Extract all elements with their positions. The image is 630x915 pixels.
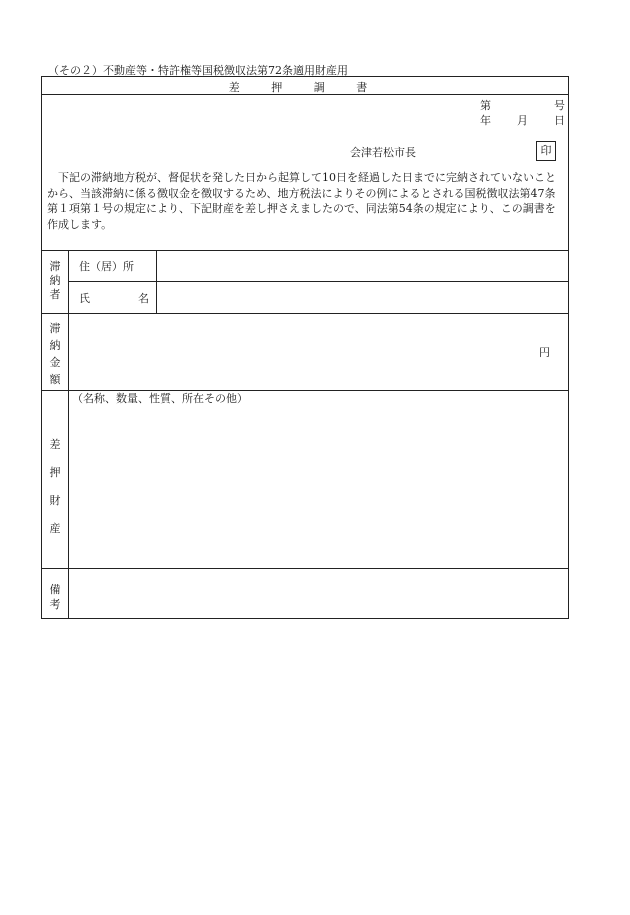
property-label: 差 押 財 産 xyxy=(49,438,61,535)
seizure-record-form xyxy=(41,76,569,619)
form-caption: （その２）不動産等・特許権等国税徴収法第72条適用財産用 xyxy=(48,64,348,77)
property-note: （名称、数量、性質、所在その他） xyxy=(72,392,248,405)
address-label: 住（居）所 xyxy=(79,260,134,273)
name-label-first: 氏 xyxy=(79,292,90,305)
date-day: 日 xyxy=(554,114,565,127)
issuer-name: 会津若松市長 xyxy=(350,146,416,159)
remarks-label: 備 考 xyxy=(49,583,61,611)
remarks-field[interactable] xyxy=(69,569,568,618)
date-year: 年 xyxy=(480,114,491,127)
number-suffix: 号 xyxy=(554,99,565,112)
name-field[interactable] xyxy=(157,282,567,313)
number-prefix: 第 xyxy=(480,99,491,112)
property-field[interactable] xyxy=(69,407,568,568)
amount-unit: 円 xyxy=(539,346,550,359)
amount-field[interactable] xyxy=(69,314,568,390)
seal-mark: 印 xyxy=(536,141,556,161)
form-title: 差 押 調 書 xyxy=(228,81,382,94)
amount-label: 滞 納 金 額 xyxy=(49,322,61,386)
name-label-second: 名 xyxy=(138,292,149,305)
statement-text: 下記の滞納地方税が、督促状を発した日から起算して10日を経過した日までに完納されていないことから、当該滞納に係る徴収金を徴収するため、地方税法によりその例によるとされる国税徴収法第47条第１項第１号の規定により、下記財産を差し押さえましたので、同法第54条の規定により、この調書を作成します。 xyxy=(47,171,556,231)
date-month: 月 xyxy=(517,114,528,127)
title-divider xyxy=(42,94,568,95)
address-field[interactable] xyxy=(182,251,567,281)
delinquent-label: 滞 納 者 xyxy=(49,260,61,301)
